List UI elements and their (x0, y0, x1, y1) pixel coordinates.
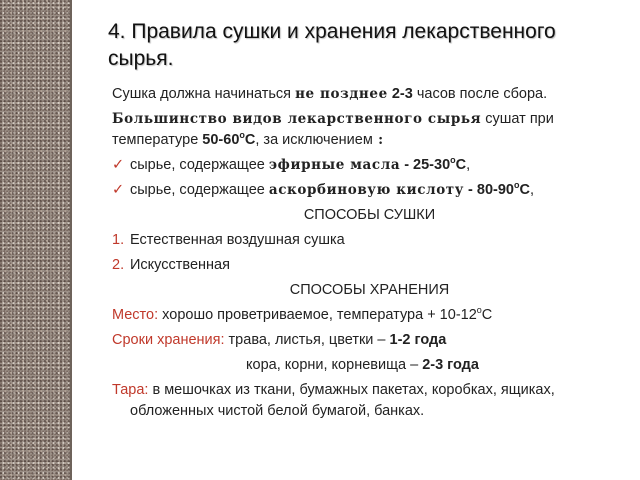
drying-methods-heading: СПОСОБЫ СУШКИ (303, 207, 436, 223)
drying-start-rule: Сушка должна начинаться не позднее 2-3 часов после сбора. (112, 86, 548, 102)
checkmark-icon: ✓ (112, 182, 125, 198)
storage-place: Место: хорошо проветриваемое, температура + $10-12^оС$ (112, 305, 493, 323)
storage-terms: Сроки хранения: трава, листья, цветки – 1-2 года кора, корни, корневища – 2-3 года (112, 332, 479, 373)
list-item: ✓ сырье, содержащее эфирные масла - $25-30^оС$, (112, 155, 627, 176)
strip-divider (70, 0, 72, 480)
checkmark-icon: ✓ (112, 157, 125, 173)
storage-methods-heading: СПОСОБЫ ХРАНЕНИЯ (289, 282, 450, 298)
list-item: 1. Естественная воздушная сушка (112, 232, 345, 248)
list-item: 2. Искусственная (112, 257, 230, 273)
slide-title: 4. Правила сушки и хранения лекарственного сырья. (108, 20, 556, 70)
slide-content (112, 84, 627, 422)
drying-temperature-rule: Большинство видов лекарственного сырья сушат при температуре $50-60^оС$, за исключением : (112, 111, 554, 148)
list-item: ✓ сырье, содержащее аскорбиновую кислоту - $80-90^оС$, (112, 180, 627, 201)
decorative-stone-strip (0, 0, 70, 480)
storage-container: Тара: в мешочках из ткани, бумажных пакетах, коробках, ящиках, обложенных чистой белой бумагой, банках. (112, 382, 555, 419)
